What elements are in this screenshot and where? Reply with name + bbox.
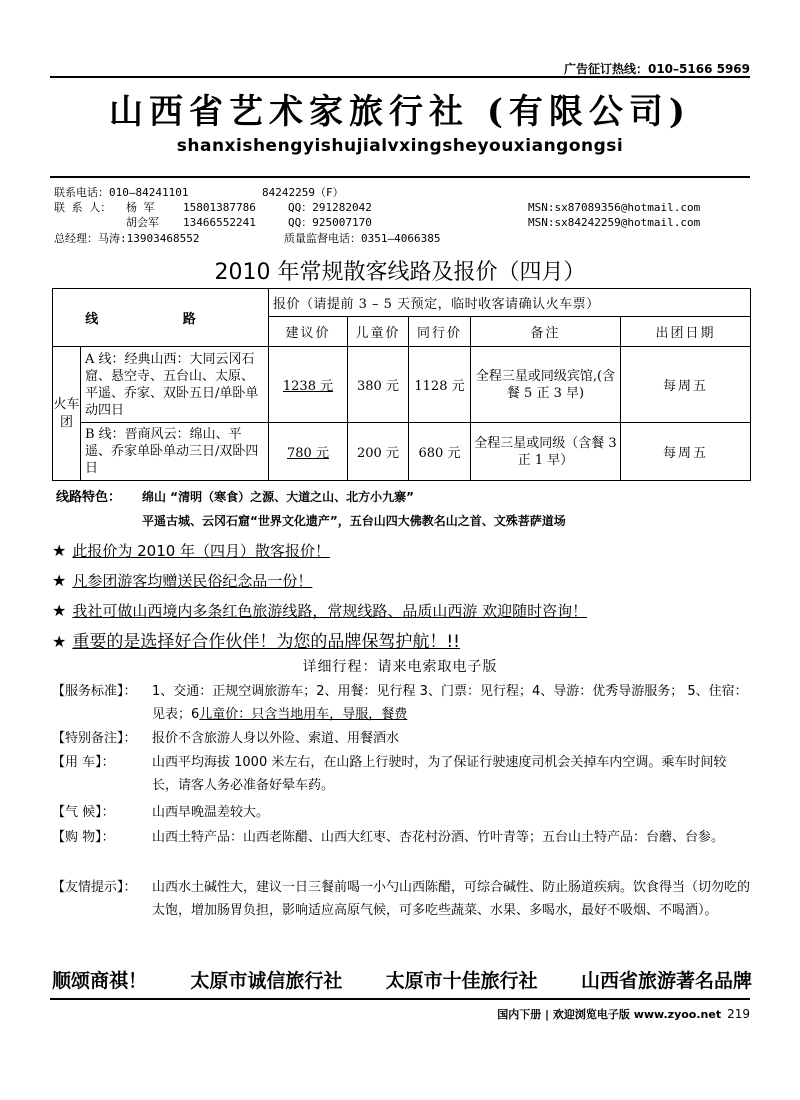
features-line-2: 平遥古城、云冈石窟“世界文化遗产”，五台山四大佛教名山之首、文殊菩萨道场 [142, 514, 566, 528]
shopping-text: 山西土特产品：山西老陈醋、山西大红枣、杏花村汾酒、竹叶青等；五台山土特产品：台蘑、台参。 [152, 830, 725, 845]
star-icon: ★ [52, 541, 67, 560]
suggested-price-a: 1238 元 [282, 379, 334, 394]
quote-header: 报价（请提前 3 – 5 天预定，临时收客请确认火车票） [269, 289, 751, 317]
features-label: 线路特色： [56, 490, 122, 505]
agency-pinyin: shanxishengyishujialvxingsheyouxiangongsi [176, 136, 624, 156]
slogan-part-4: 山西省旅游著名品牌 [580, 970, 752, 992]
contact-person1-msn: MSN:sx87089356@hotmail.com [528, 201, 701, 214]
car-text: 山西平均海拔 1000 米左右，在山路上行驶时，为了保证行驶速度司机会关掉车内空调。乘车时间较长，请客人务必准备好晕车药。 [152, 755, 727, 793]
route-a: A 线：经典山西：大同云冈石窟、悬空寺、五台山、太原、平遥、乔家、双卧五日/单卧单动四日 [81, 347, 269, 423]
agency-title: 山西省艺术家旅行社 (有限公司) [108, 92, 691, 132]
contact-quality: 质量监督电话：0351–4066385 [284, 232, 441, 245]
star-note-2: ★ 凡参团游客均赠送民俗纪念品一份！ [52, 571, 313, 590]
star-icon: ★ [52, 632, 67, 651]
footer-rule [50, 998, 750, 1000]
contact-manager: 总经理：马涛:13903468552 [54, 232, 200, 245]
contact-person2-name: 胡会军 [126, 216, 159, 229]
price-table [52, 288, 751, 481]
contact-person2-qq: QQ：925007170 [288, 216, 372, 229]
features-line-1: 绵山 “清明（寒食）之源、大道之山、北方小九寨” [142, 490, 414, 504]
contact-person2-phone: 13466552241 [183, 216, 256, 229]
star-note-1: ★ 此报价为 2010 年（四月）散客报价！ [52, 541, 331, 560]
note-b: 全程三星或同级（含餐 3 正 1 早） [471, 423, 621, 481]
col-child-price: 儿童价 [348, 317, 409, 347]
slogan-part-3: 太原市十佳旅行社 [385, 970, 538, 992]
trade-price-b: 680 元 [409, 423, 471, 481]
suggested-price-b: 780 元 [287, 446, 329, 461]
service-text: 1、交通：正规空调旅游车；2、用餐：见行程 3、门票：见行程；4、导游：优秀导游服务； 5、住宿：见表；6 [152, 684, 748, 722]
slogan-part-1: 顺颂商祺！ [52, 970, 148, 992]
special-text: 报价不含旅游人身以外险、索道、用餐酒水 [152, 731, 400, 746]
col-trade-price: 同行价 [409, 317, 471, 347]
train-group-label: 火车团 [53, 347, 81, 481]
service-label: 【服务标准】： [52, 684, 137, 699]
star-icon: ★ [52, 601, 67, 620]
slogan-banner [52, 966, 752, 993]
slogan-part-2: 太原市诚信旅行社 [190, 970, 343, 992]
star-note-4: ★ 重要的是选择好合作伙伴！为您的品牌保驾护航！!! [52, 632, 460, 652]
contact-fax: 84242259（F） [262, 186, 344, 199]
car-label: 【用 车】： [52, 755, 115, 770]
contact-person1-name: 杨 军 [126, 201, 155, 214]
departure-b: 每周五 [621, 423, 751, 481]
departure-a: 每周五 [621, 347, 751, 423]
climate-text: 山西早晚温差较大。 [152, 805, 270, 820]
route-b: B 线：晋商风云：绵山、平遥、乔家单卧单动三日/双卧四日 [81, 423, 269, 481]
ad-hotline: 广告征订热线：010–5166 5969 [563, 62, 750, 76]
service-child-price: 儿童价：只含当地用车，导服，餐费 [199, 707, 408, 722]
contact-person-label: 联 系 人： [54, 201, 112, 214]
table-row [53, 347, 751, 423]
child-price-b: 200 元 [348, 423, 409, 481]
detail-itinerary-title: 详细行程：请来电索取电子版 [302, 659, 498, 675]
page-footer [497, 1006, 750, 1022]
tips-label: 【友情提示】： [52, 880, 137, 895]
header-top-rule [50, 76, 750, 78]
special-label: 【特别备注】： [52, 731, 137, 746]
table-row [53, 423, 751, 481]
shopping-label: 【购 物】： [52, 830, 115, 845]
tips-text: 山西水土碱性大，建议一日三餐前喝一小勺山西陈醋，可综合碱性、防止肠道疾病。饮食得当（切勿吃的太饱，增加肠胃负担，影响适应高原气候，可多吃些蔬菜、水果、多喝水，最好不吸烟、不喝酒）。 [152, 880, 751, 918]
contact-person1-qq: QQ：291282042 [288, 201, 372, 214]
service-standard [52, 680, 752, 726]
trade-price-a: 1128 元 [409, 347, 471, 423]
col-suggested-price: 建议价 [269, 317, 348, 347]
header-bottom-rule [50, 176, 750, 178]
route-header: 线 路 [53, 289, 269, 347]
note-a: 全程三星或同级宾馆,(含餐 5 正 3 早) [471, 347, 621, 423]
page-heading: 2010 年常规散客线路及报价（四月） [214, 260, 586, 285]
footer-text: 国内下册 | 欢迎浏览电子版 www.zyoo.net [497, 1008, 722, 1021]
child-price-a: 380 元 [348, 347, 409, 423]
climate-label: 【气 候】： [52, 805, 115, 820]
contact-person1-phone: 15801387786 [183, 201, 256, 214]
page-number: 219 [727, 1007, 750, 1021]
col-note: 备注 [471, 317, 621, 347]
star-icon: ★ [52, 571, 67, 590]
contact-phone: 联系电话：010–84241101 [54, 186, 189, 199]
col-departure: 出团日期 [621, 317, 751, 347]
contact-person2-msn: MSN:sx84242259@hotmail.com [528, 216, 701, 229]
star-note-3: ★ 我社可做山西境内多条红色旅游线路，常规线路、品质山西游 欢迎随时咨询！ [52, 601, 588, 620]
